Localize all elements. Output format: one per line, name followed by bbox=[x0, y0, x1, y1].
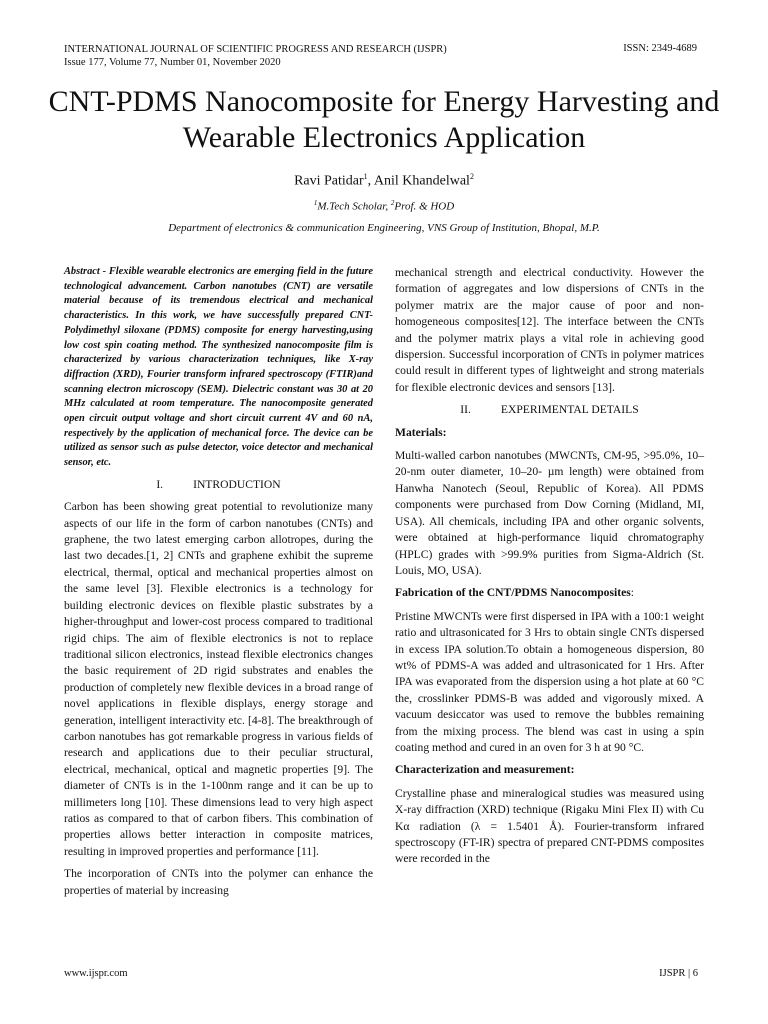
fabrication-heading-text: Fabrication of the CNT/PDMS Nanocomposites bbox=[395, 586, 631, 600]
materials-paragraph: Multi-walled carbon nanotubes (MWCNTs, CM-95, >95.0%, 10–20-nm outer diameter, 10–20- µm length) were obtained from Hanwha Nanotech (Seoul, Republic of Korea). All PDMS components were purchased from Dow Corning (Midland, MI, USA). All chemicals, including IPA and other organic solvents, were obtained at high-performance liquid chromatography (HPLC) grades with >99.9% purities from Sigma-Aldrich (St. Louis, MO, USA). bbox=[395, 449, 704, 577]
intro-paragraph-1: Carbon has been showing great potential to revolutionize many aspects of our life in the form of carbon nanotubes (CNTs) and graphene, the two latest emerging carbon allotropes, during the last two decades.[1, 2] CNTs and graphene exhibit the supreme electrical, thermal, optical and mechanical properties almost on the same level [3]. Flexible electronics is a technology for building electronic devices on flexible plastic substrates by a higher-throughput and lower-cost process compared to traditional rigid chips. The aim of flexible electronics is not to replace traditional silicon electronics, instead flexible electronics changes the basic requirement of 2D rigid substrates and enables the production of completely new flexible devices in a broad range of novel applications in flexible displays, energy storage and generation, intelligent interactivity etc. [4-8]. The breakthrough of carbon nanotubes has got remarkable progress in various fields of research and applications due to their peculiar structural, electrical, mechanical, optical and magnetic properties [9]. The diameter of CNTs is in the 1-100nm range and it can be up to millimeters long [10]. These dimensions lead to very high aspect ratios as compared to that of carbon fibers. This combination of properties allows better interaction in composite matrices, resulting in improved properties and performance [11]. bbox=[64, 500, 373, 858]
author-1-sup: 1 bbox=[363, 172, 368, 181]
author-2: Anil Khandelwal bbox=[373, 173, 470, 189]
section-2-title: EXPERIMENTAL DETAILS bbox=[500, 403, 639, 417]
footer-url: www.ijspr.com bbox=[64, 968, 128, 979]
section-1-heading bbox=[64, 477, 373, 493]
right-column bbox=[395, 265, 704, 874]
role-2-sup: 2 bbox=[390, 199, 395, 207]
characterization-paragraph: Crystalline phase and mineralogical studies was measured using X-ray diffraction (XRD) technique (Rigaku Mini Flex II) with Cu Kα radiation (λ = 1.5401 Å). Fourier-transform infrared spectroscopy (FT-IR) spectra of prepared CNT-PDMS composites were recorded in the bbox=[395, 786, 704, 866]
author-separator: , bbox=[367, 173, 374, 189]
fabrication-heading-colon: : bbox=[630, 586, 634, 600]
intro-paragraph-2: The incorporation of CNTs into the polymer can enhance the properties of material by increasing bbox=[64, 867, 373, 897]
department: Department of electronics & communication Engineering, VNS Group of Institution, Bhopal, M.P. bbox=[168, 222, 600, 234]
characterization-heading: Characterization and measurement: bbox=[395, 763, 575, 777]
issue-info: Issue 177, Volume 77, Number 01, November 2020 bbox=[64, 57, 281, 68]
fabrication-heading bbox=[395, 585, 704, 601]
section-2-number: II. bbox=[460, 403, 471, 417]
section-1-title: INTRODUCTION bbox=[193, 477, 281, 491]
footer-page-number: IJSPR | 6 bbox=[659, 968, 698, 979]
paper-title: CNT-PDMS Nanocomposite for Energy Harvesting and Wearable Electronics Application bbox=[48, 85, 720, 154]
author-1: Ravi Patidar bbox=[294, 173, 364, 189]
materials-heading: Materials: bbox=[395, 425, 447, 439]
left-column bbox=[64, 265, 373, 905]
role-1-sup: 1 bbox=[313, 199, 318, 207]
section-2-heading bbox=[395, 402, 704, 418]
section-1-number: I. bbox=[156, 477, 164, 491]
intro-paragraph-3: mechanical strength and electrical conductivity. However the formation of aggregates and low dispersions of CNTs in the polymer matrix are the major cause of poor and non-homogeneous composites[12]. The interface between the CNTs and the polymer matrix plays a vital role in achieving good dispersion. Successful incorporation of CNTs in polymer matrices could result in different types of lightweight and strong materials for flexible electronic devices and sensors [13]. bbox=[395, 266, 704, 394]
author-roles bbox=[0, 199, 768, 213]
role-1: M.Tech Scholar, bbox=[317, 200, 391, 213]
author-2-sup: 2 bbox=[469, 172, 474, 181]
fabrication-paragraph: Pristine MWCNTs were first dispersed in IPA with a 100:1 weight ratio and ultrasonicated for 3 Hrs to obtain single CNTs dispersed in excess IPA solution.To obtain a homogeneous dispersion, 80 wt% of PDMS-A was added and ultrasonicated for 1 Hrs. After IPA was evaporated from the dispersion using a hot plate at 60 °C the, crosslinker PDMS-B was added and vigorously mixed. A vacuum desiccator was used to remove the bubbles remaining from the mixing process. The blend was cast in using a spin coating method and cured in an oven for 3 h at 90 °C. bbox=[395, 609, 704, 754]
author-line bbox=[0, 172, 768, 190]
issn: ISSN: 2349-4689 bbox=[623, 43, 697, 54]
role-2: Prof. & HOD bbox=[394, 200, 455, 213]
abstract: Abstract - Flexible wearable electronics are emerging field in the future technological advancement. Carbon nanotubes (CNT) are versatile material because of its tremendous electrical and mechanical characteristics. In this work, we have successfully prepared CNT- Polydimethyl siloxane (PDMS) composite for energy harvesting,using low cost spin coating method. The synthesized nanocomposite film is characterized by various characterization techniques, like X-ray diffraction (XRD), Fourier transform infrared spectroscopy (FTIR)and scanning electron microscopy (SEM). Dielectric constant was 30 at 20 MHz calculated at room temperature. The nanocomposite generated open circuit output voltage and short circuit current 4V and 60 nA, respectively by the application of mechanical force. The device can be utilized as sensor such as pulse detector, voice detector and mechanical sensor, etc. bbox=[64, 266, 373, 469]
journal-name: INTERNATIONAL JOURNAL OF SCIENTIFIC PROGRESS AND RESEARCH (IJSPR) bbox=[64, 44, 447, 55]
